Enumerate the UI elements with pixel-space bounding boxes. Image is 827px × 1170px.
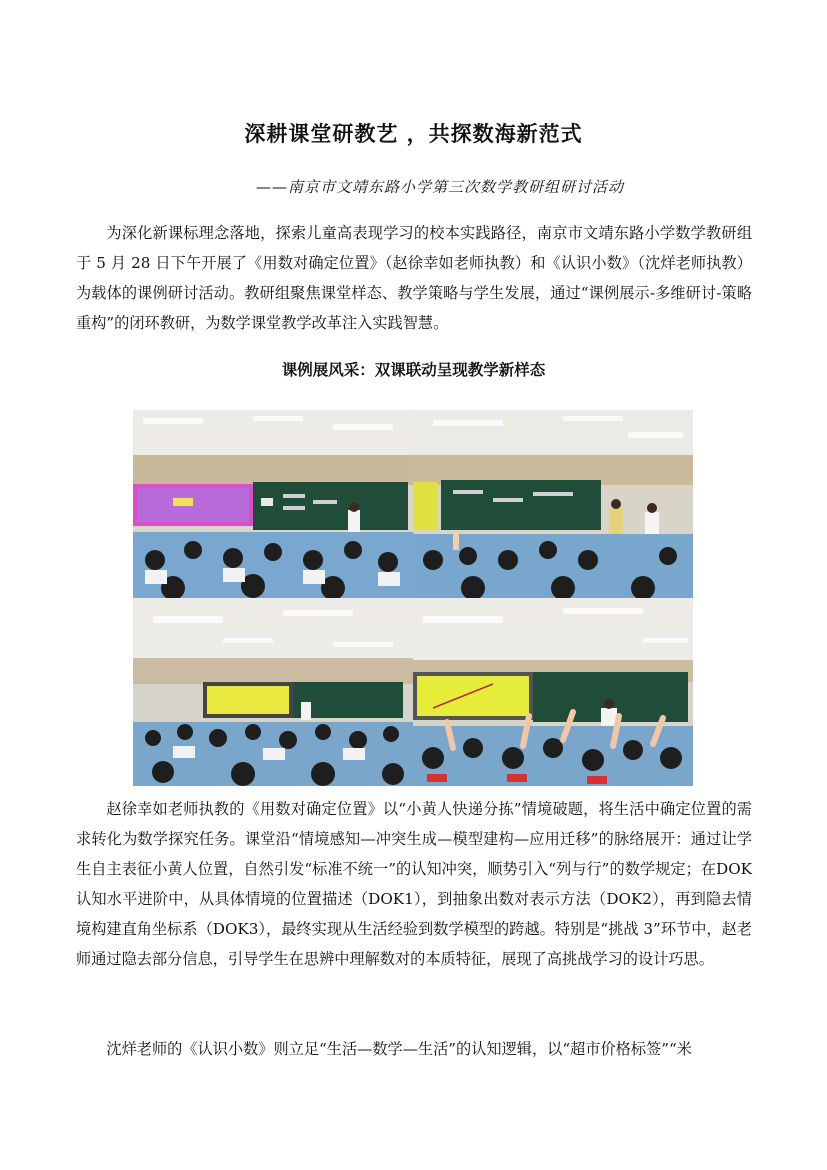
section-heading: 课例展风采：双课联动呈现教学新样态 (281, 361, 546, 379)
article-title: 深耕课堂研教艺 ，共探数海新范式 (244, 122, 583, 146)
lesson-two-paragraph: 沈烊老师的《认识小数》则立足“生活—数学—生活”的认知逻辑，以“超市价格标签”“米 (106, 1040, 692, 1058)
lesson-one-paragraph: 赵徐幸如老师执教的《用数对确定位置》以“小黄人快递分拣”情境破题，将生活中确定位置的需求转化为数学探究任务。课堂沿“情境感知—冲突生成—模型建构—应用迁移”的脉络展开：通过让学生自主表征小黄人位置，自然引发“标准不统一”的认知冲突，顺势引入“列与行”的数学规定；在DOK认知水平进阶中，从具体情境的位置描述（DOK1），到抽象出数对表示方法（DOK2），再到隐去情境构建直角坐标系（DOK3），最终实现从生活经验到数学模型的跨越。特别是“挑战 3”环节中，赵老师通过隐去部分信息，引导学生在思辨中理解数对的本质特征，展现了高挑战学习的设计巧思。 (76, 800, 752, 968)
classroom-photo-bottom-left (133, 598, 413, 786)
article-subtitle: ——南京市文靖东路小学第三次数学教研组研讨活动 (256, 178, 625, 196)
classroom-photo-collage (133, 410, 693, 786)
classroom-photo-top-left (133, 410, 413, 598)
classroom-photo-bottom-right (413, 598, 693, 786)
classroom-photo-top-right (413, 410, 693, 598)
intro-paragraph: 为深化新课标理念落地，探索儿童高表现学习的校本实践路径，南京市文靖东路小学数学教研组于 5 月 28 日下午开展了《用数对确定位置》（赵徐幸如老师执教）和《认识小数》（沈烊老师执教）为载体的课例研讨活动。教研组聚焦课堂样态、教学策略与学生发展，通过“课例展示-多维研讨-策略重构”的闭环教研，为数学课堂教学改革注入实践智慧。 (76, 224, 752, 332)
